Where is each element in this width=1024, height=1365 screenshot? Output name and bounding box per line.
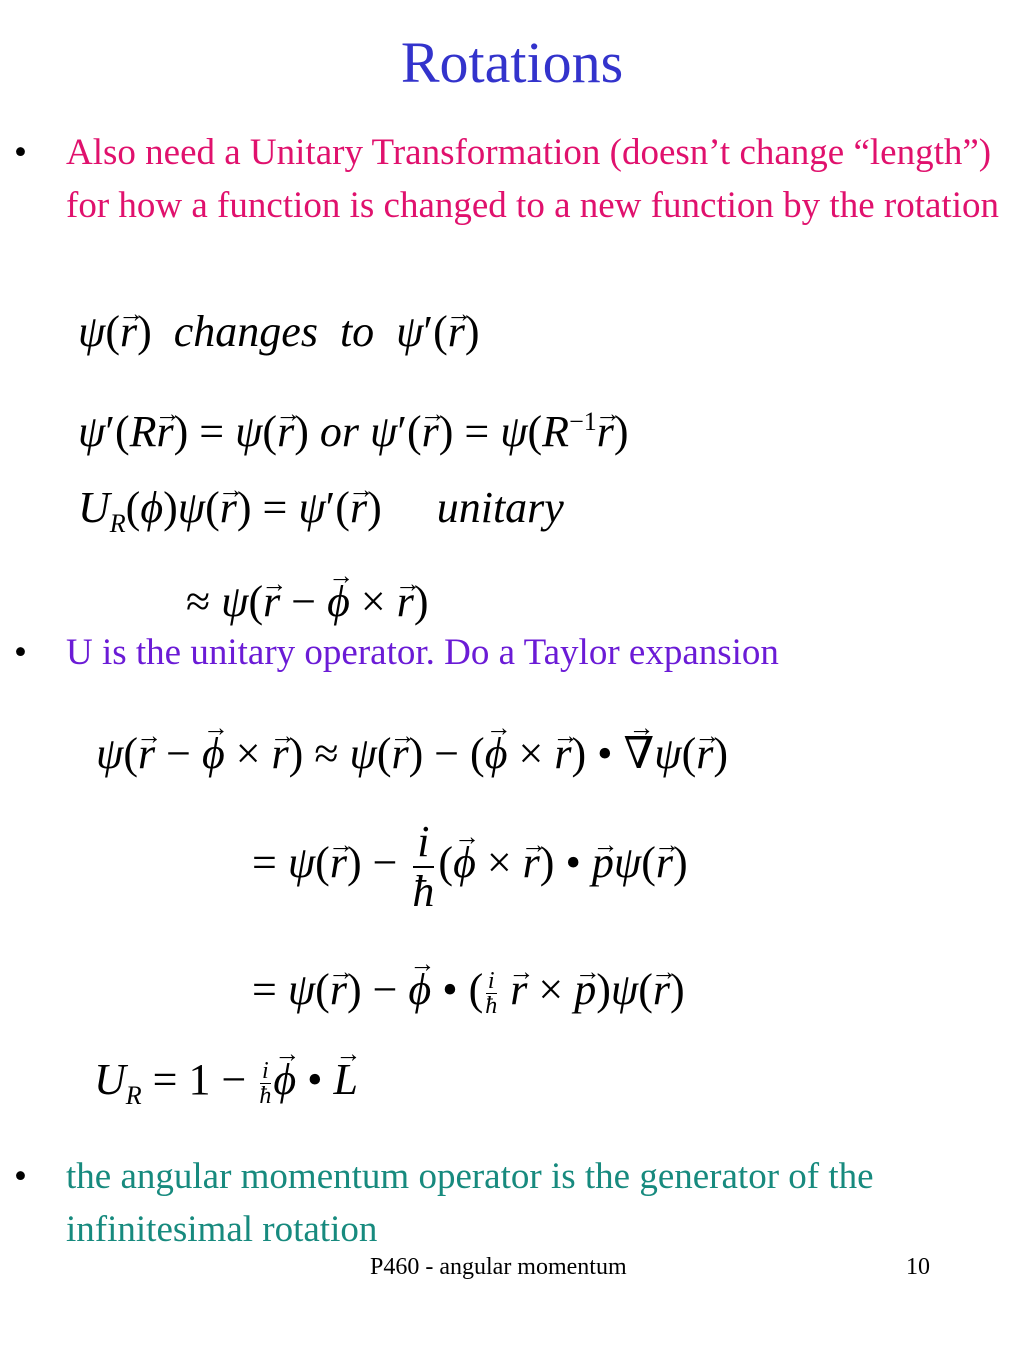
equation-rotation-operator: $U_R = 1$ − $\frac{i}{ħ}$ ϕ → • L → [94, 1050, 358, 1126]
equation-rotated-function: ψ′(Rr →) = ψ(r →) or ψ′(r →) = $\psi(R^{-1}r$ →) [78, 392, 629, 462]
equation-taylor-expansion: ψ(r → − ϕ → × r →) ≈ ψ(r →) − (ϕ → × r →) • ∇ →ψ(r →) [96, 724, 728, 784]
equation-angular-momentum-form: = ψ(r →) − ϕ → • ( $\frac{i}{ħ}$ r → × p →)ψ(r →) [252, 960, 685, 1020]
equation-approximation: ≈ ψ(r → − ϕ → × r →) [186, 572, 428, 632]
bullet-text: the angular momentum operator is the generator of the infinitesimal rotation [66, 1156, 874, 1250]
bullet-generator [14, 1150, 1014, 1256]
bullet-marker: • [14, 132, 27, 173]
bullet-marker: • [14, 632, 27, 673]
equation-unitary-operator: $U_R(\phi)\psi(r$ →) = ψ′(r →) unitary [78, 478, 564, 554]
bullet-text: U is the unitary operator. Do a Taylor expansion [66, 632, 779, 673]
bullet-marker: • [14, 1156, 27, 1197]
bullet-text: Also need a Unitary Transformation (doesn’t change “length”) for how a function is changed to a new function by the rotation [66, 132, 999, 226]
equation-momentum-form: = ψ(r →) − $\frac{i}{ħ}$ (ϕ → × r →) • p →ψ(r →) [252, 818, 688, 916]
slide-title: Rotations [400, 30, 624, 95]
bullet-unitary-transformation [14, 126, 1014, 232]
bullet-taylor-expansion [14, 626, 1014, 679]
footer-page-number: 10 [906, 1254, 930, 1280]
equation-changes-to: ψ(r →) changes to ψ′(r →) [78, 302, 480, 362]
footer-course-label: P460 - angular momentum [370, 1254, 627, 1280]
